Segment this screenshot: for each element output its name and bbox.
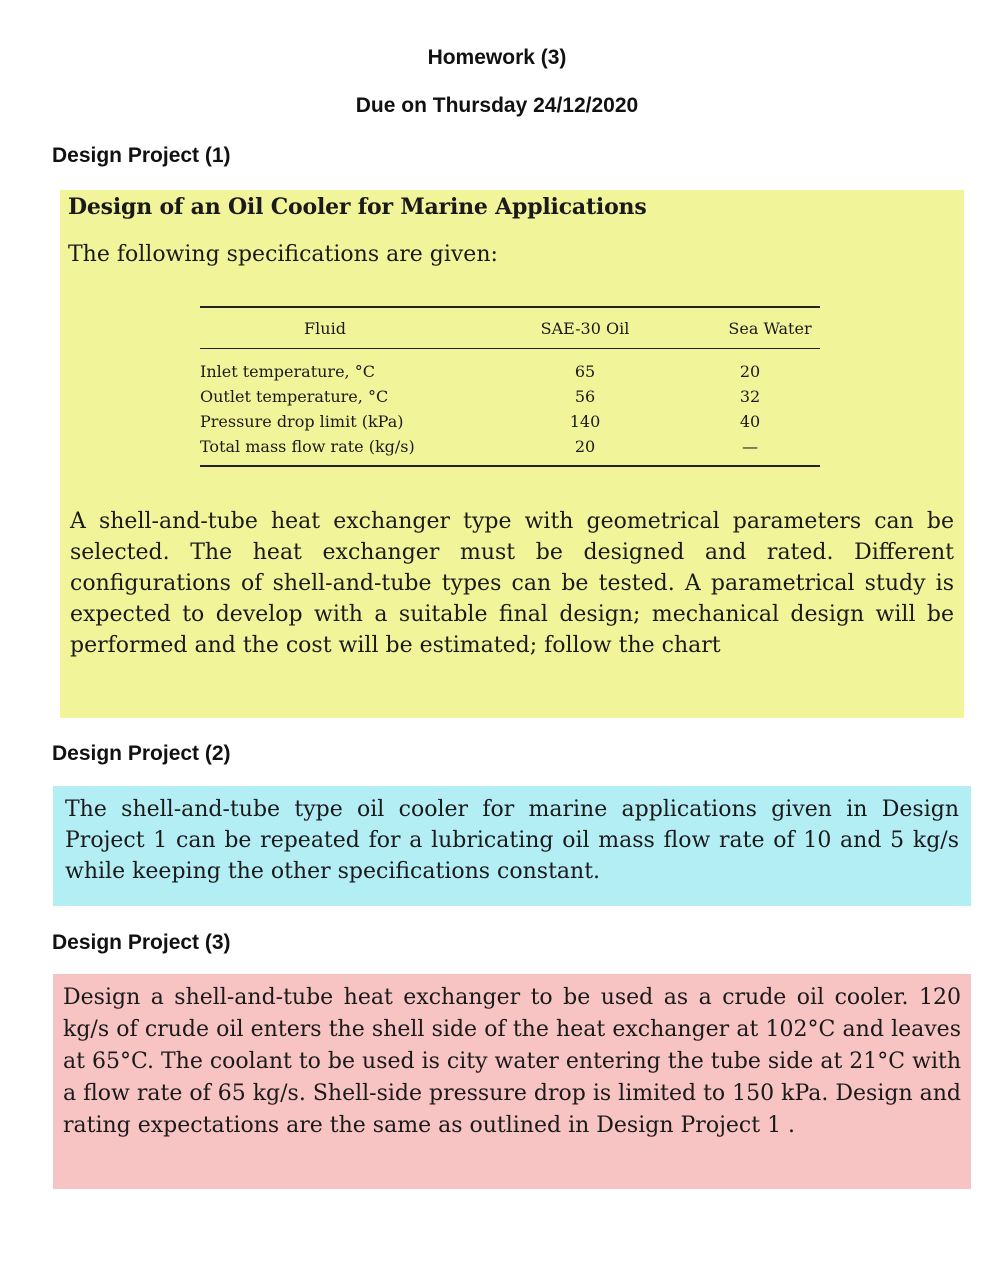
project-3-body: Design a shell-and-tube heat exchanger to be used as a crude oil cooler. 120 kg/s of crude oil enters the shell side of the heat exchanger at 102°C and leaves at 65°C. The coolant to be used is city water entering the tube side at 21°C with a flow rate of 65 kg/s. Shell-side pressure drop is limited to 150 kPa. Design and rating expectations are the same as outlined in Design Project 1 . bbox=[63, 985, 961, 1138]
row-label: Pressure drop limit (kPa) bbox=[200, 412, 404, 431]
row-label: Inlet temperature, °C bbox=[200, 362, 375, 381]
specifications-table bbox=[200, 306, 820, 467]
water-value: 40 bbox=[739, 412, 761, 431]
oil-value: 56 bbox=[574, 387, 596, 406]
table-rule-bottom bbox=[200, 465, 820, 467]
project-1-body: A shell-and-tube heat exchanger type with geometrical parameters can be selected. The heat exchanger must be designed and rated. Different configurations of shell-and-tube types can be tested. A parametrical study is expected to develop with a suitable final design; mechanical design will be performed and the cost will be estimated; follow the chart bbox=[70, 509, 954, 658]
project-1-box bbox=[60, 190, 964, 718]
row-label: Outlet temperature, °C bbox=[200, 387, 389, 406]
project-3-box bbox=[53, 974, 971, 1189]
water-value: 20 bbox=[739, 362, 761, 381]
project-1-intro: The following specifications are given: bbox=[68, 242, 498, 267]
table-body bbox=[200, 349, 820, 465]
due-date: Due on Thursday 24/12/2020 bbox=[355, 94, 639, 117]
table-row bbox=[200, 409, 820, 434]
project-1-heading: Design Project (1) bbox=[52, 144, 231, 167]
column-header-oil: SAE-30 Oil bbox=[540, 318, 630, 338]
table-row bbox=[200, 359, 820, 384]
column-header-fluid: Fluid bbox=[304, 318, 346, 338]
project-2-box bbox=[53, 786, 971, 906]
homework-title: Homework (3) bbox=[427, 46, 567, 69]
water-value: 32 bbox=[739, 387, 761, 406]
project-2-body: The shell-and-tube type oil cooler for marine applications given in Design Project 1 can be repeated for a lubricating oil mass flow rate of 10 and 5 kg/s while keeping the other specifications constant. bbox=[65, 797, 959, 884]
project-2-heading: Design Project (2) bbox=[52, 742, 231, 765]
project-1-title: Design of an Oil Cooler for Marine Applications bbox=[68, 194, 647, 220]
table-row bbox=[200, 434, 820, 459]
row-label: Total mass flow rate (kg/s) bbox=[200, 437, 415, 456]
table-header-row bbox=[200, 308, 820, 348]
table-row bbox=[200, 384, 820, 409]
oil-value: 20 bbox=[574, 437, 596, 456]
column-header-water: Sea Water bbox=[728, 318, 812, 338]
oil-value: 140 bbox=[569, 412, 601, 431]
water-value: — bbox=[742, 437, 758, 456]
project-3-heading: Design Project (3) bbox=[52, 931, 231, 954]
oil-value: 65 bbox=[574, 362, 596, 381]
